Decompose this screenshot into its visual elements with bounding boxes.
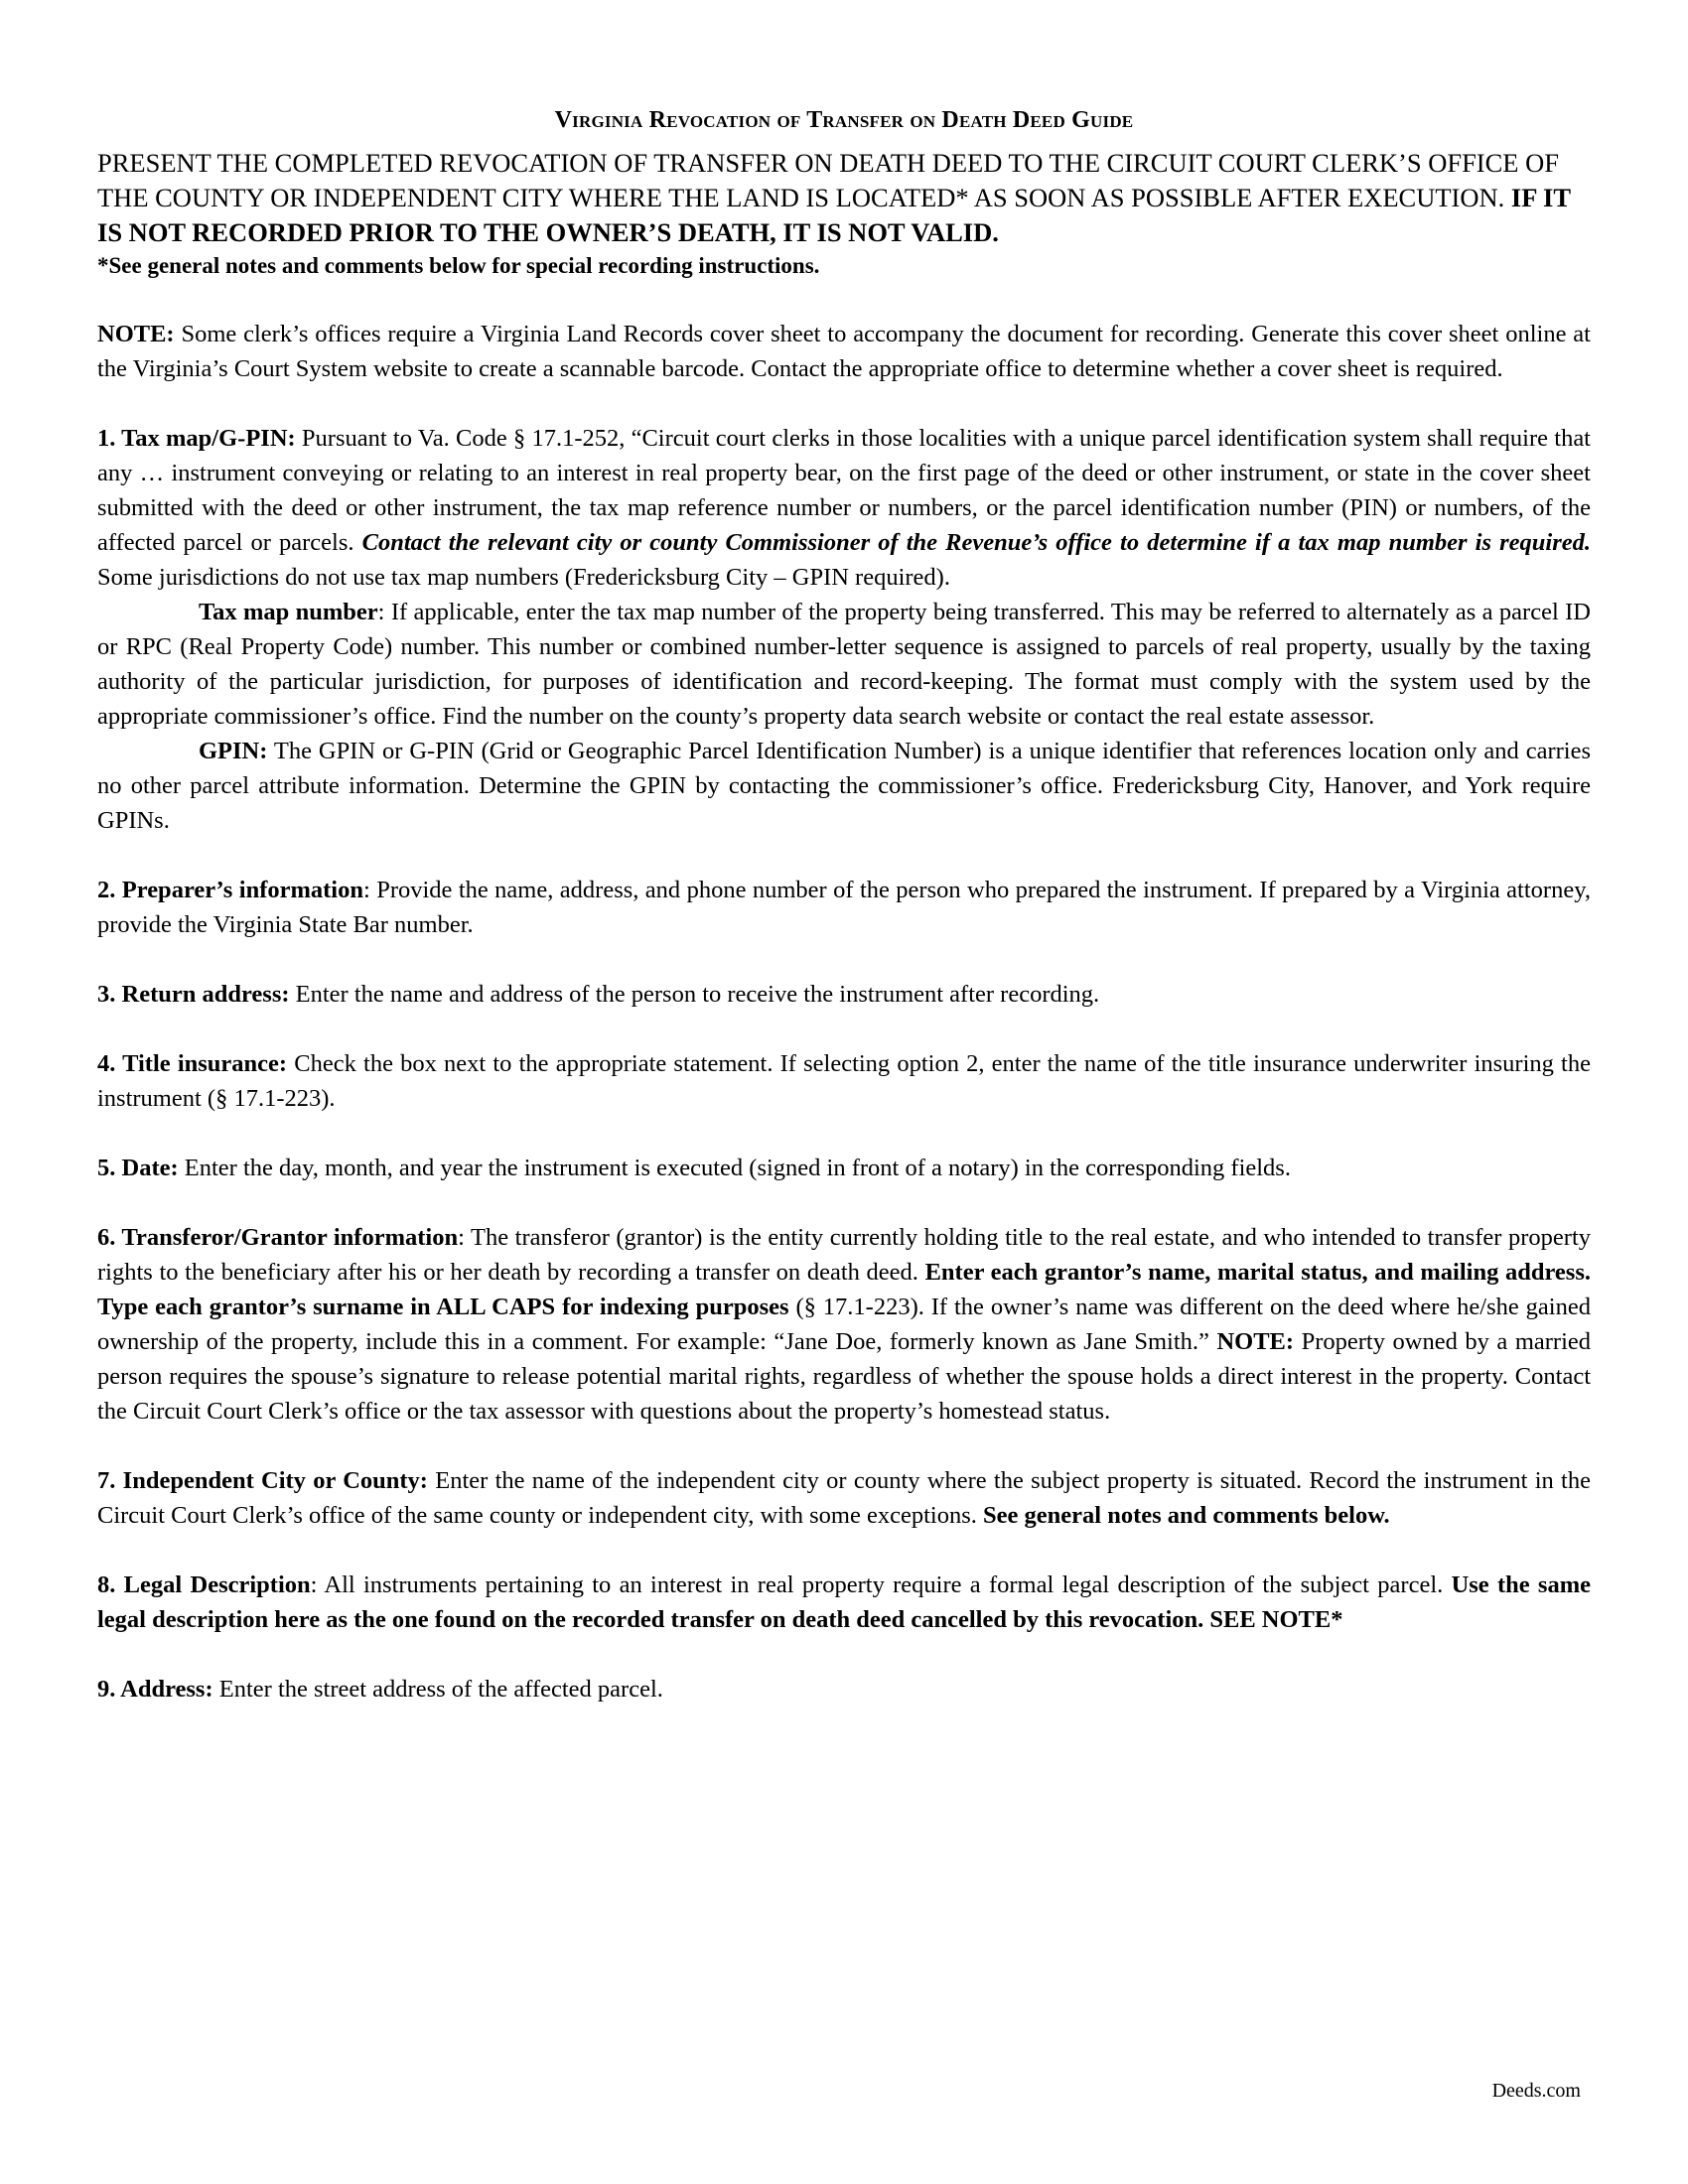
section-9 (97, 1672, 1591, 1706)
note-label: NOTE: (97, 321, 175, 347)
document-title: Virginia Revocation of Transfer on Death Deed Guide (554, 107, 1134, 133)
section-8-text: : All instruments pertaining to an interest in real property require a formal legal description of the subject parcel. (310, 1571, 1452, 1598)
section-2 (97, 873, 1591, 942)
section-1-label: 1. Tax map/G-PIN: (97, 425, 296, 452)
section-6-bold: Enter each grantor’s name, marital status, and mailing address. Type each grantor’s surname in ALL CAPS for indexing purposes (97, 1259, 1591, 1320)
document-page (97, 107, 1591, 1706)
section-1-emphasis: Contact the relevant city or county Commissioner of the Revenue’s office to determine if a tax map number is required. (361, 529, 1591, 556)
section-3-text: Enter the name and address of the person to receive the instrument after recording. (289, 981, 1100, 1008)
gpin-label: GPIN: (199, 738, 268, 764)
intro-warning: IF IT IS NOT RECORDED PRIOR TO THE OWNER’S DEATH, IT IS NOT VALID. (97, 183, 1571, 247)
section-4-text: Check the box next to the appropriate statement. If selecting option 2, enter the name of the title insurance underwriter insuring the instrument (§ 17.1-223). (97, 1050, 1591, 1112)
section-9-text: Enter the street address of the affected parcel. (212, 1676, 663, 1703)
section-7-label: 7. Independent City or County: (97, 1467, 428, 1494)
section-9-label: 9. Address: (97, 1676, 213, 1703)
section-8-label: 8. Legal Description (97, 1571, 311, 1598)
section-7-bold: See general notes and comments below. (983, 1502, 1390, 1529)
section-6-note-label: NOTE: (1216, 1328, 1295, 1355)
section-6-label: 6. Transferor/Grantor information (97, 1224, 459, 1251)
note-text: Some clerk’s offices require a Virginia Land Records cover sheet to accompany the document for recording. Generate this cover sheet online at the Virginia’s Court System website to create a scannable barcode. Contact the appropriate office to determine whether a cover sheet is required. (97, 321, 1591, 382)
section-6 (97, 1220, 1591, 1429)
section-8 (97, 1568, 1591, 1637)
taxmap-text: : If applicable, enter the tax map number of the property being transferred. This may be referred to alternately as a parcel ID or RPC (Real Property Code) number. This number or combined number-letter sequence is assigned to parcels of real property, usually by the taxing authority of the particular jurisdiction, for purposes of identification and record-keeping. The format must comply with the system used by the appropriate commissioner’s office. Find the number on the county’s property data search website or contact the real estate assessor. (97, 599, 1591, 730)
gpin-text: The GPIN or G-PIN (Grid or Geographic Parcel Identification Number) is a unique identifier that references location only and carries no other parcel attribute information. Determine the GPIN by contacting the commissioner’s office. Fredericksburg City, Hanover, and York require GPINs. (97, 738, 1591, 834)
intro-main: PRESENT THE COMPLETED REVOCATION OF TRANSFER ON DEATH DEED TO THE CIRCUIT COURT CLERK’S OFFICE OF THE COUNTY OR INDEPENDENT CITY WHERE THE LAND IS LOCATED* AS SOON AS POSSIBLE AFTER EXECUTION. (97, 148, 1559, 212)
section-6-text2: (§ 17.1-223). If the owner’s name was different on the deed where he/she gained ownership of the property, include this in a comment. For example: “Jane Doe, formerly known as Jane Smith.” (97, 1294, 1591, 1355)
section-8-bold: Use the same legal description here as the one found on the recorded transfer on death deed cancelled by this revocation. SEE NOTE* (97, 1571, 1591, 1633)
taxmap-label: Tax map number (199, 599, 378, 625)
section-6-text: : The transferor (grantor) is the entity currently holding title to the real estate, and who intended to transfer property rights to the beneficiary after his or her death by recording a transfer on death deed. (97, 1224, 1592, 1286)
section-1-tail: Some jurisdictions do not use tax map numbers (Fredericksburg City – GPIN required). (97, 564, 950, 591)
section-5-label: 5. Date: (97, 1155, 179, 1181)
section-7 (97, 1463, 1591, 1533)
section-4-label: 4. Title insurance: (97, 1050, 288, 1077)
section-1-text: Pursuant to Va. Code § 17.1-252, “Circuit court clerks in those localities with a unique parcel identification system shall require that any … instrument conveying or relating to an interest in real property bear, on the first page of the deed or other instrument, or state in the cover sheet submitted with the deed or other instrument, the tax map reference number or numbers, or the parcel identification number (PIN) or numbers, of the affected parcel or parcels. (97, 425, 1591, 556)
section-5 (97, 1151, 1591, 1185)
section-5-text: Enter the day, month, and year the instrument is executed (signed in front of a notary) in the corresponding fields. (178, 1155, 1291, 1181)
section-1-taxmap (97, 595, 1591, 734)
section-2-text: : Provide the name, address, and phone number of the person who prepared the instrument. If prepared by a Virginia attorney, provide the Virginia State Bar number. (97, 877, 1591, 938)
section-7-text: Enter the name of the independent city or county where the subject property is situated. Record the instrument in the Circuit Court Clerk’s office of the same county or independent city, with some exceptions. (97, 1467, 1591, 1529)
section-3 (97, 977, 1591, 1012)
section-1 (97, 421, 1591, 595)
intro-paragraph (97, 146, 1591, 250)
note-paragraph (97, 317, 1591, 386)
intro-footnote: *See general notes and comments below for special recording instructions. (97, 253, 820, 278)
footer-brand: Deeds.com (1491, 2080, 1581, 2102)
section-2-label: 2. Preparer’s information (97, 877, 363, 903)
section-4 (97, 1046, 1591, 1116)
section-1-gpin (97, 734, 1591, 838)
section-6-text3: Property owned by a married person requires the spouse’s signature to release potential marital rights, regardless of whether the spouse holds a direct interest in the property. Contact the Circuit Court Clerk’s office or the tax assessor with questions about the property’s homestead status. (97, 1328, 1592, 1425)
section-3-label: 3. Return address: (97, 981, 290, 1008)
